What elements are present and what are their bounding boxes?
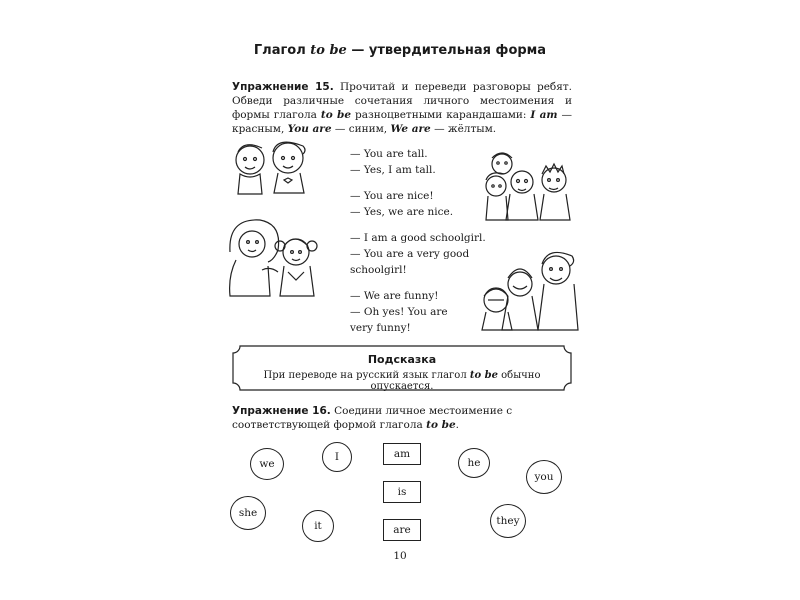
title-verb: to be — [310, 43, 347, 58]
exercise-16-label: Упражнение 16. — [232, 405, 331, 417]
exercise-15-label: Упражнение 15. — [232, 81, 334, 93]
group-illustration — [482, 150, 578, 222]
exercise-15-color-yellow: — жёлтым. — [430, 123, 497, 135]
title-suffix: — утвердительная форма — [346, 43, 547, 58]
dialog-line: — We are funny! — [350, 290, 439, 302]
page-number: 10 — [393, 550, 407, 562]
exercise-15-we-are: We are — [390, 123, 431, 135]
exercise-16-text-2: . — [455, 419, 459, 431]
dialog-4 — [350, 288, 448, 336]
dialog-line: — Yes, I am tall. — [350, 164, 436, 176]
exercise-15-verb: to be — [320, 109, 352, 121]
pronoun-she[interactable]: she — [230, 496, 266, 530]
pronoun-you[interactable]: you — [526, 460, 562, 494]
dialog-line: schoolgirl! — [350, 264, 407, 276]
title-prefix: Глагол — [253, 43, 311, 58]
boys-illustration — [226, 136, 318, 196]
dialog-line: very funny! — [350, 322, 411, 334]
exercise-15-color-red: — красным, — [232, 109, 572, 135]
verb-are[interactable]: are — [383, 519, 421, 541]
exercise-16-text-1: Соедини личное местоимение с соответствующей формой глагола — [232, 405, 513, 431]
exercise-16-instructions — [232, 404, 572, 432]
hint-text-2: обычно опускается. — [370, 370, 541, 392]
dialog-line: — Yes, we are nice. — [350, 206, 454, 218]
dialog-1 — [350, 146, 436, 178]
hint-box — [232, 345, 572, 391]
dialog-line: — Oh yes! You are — [350, 306, 448, 318]
dialog-3 — [350, 230, 486, 278]
dialog-line: — I am a good schoolgirl. — [350, 232, 486, 244]
dialog-line: — You are nice! — [350, 190, 434, 202]
girls-illustration — [222, 212, 322, 298]
hint-text — [232, 370, 572, 392]
pronoun-i[interactable]: I — [322, 442, 352, 472]
pronoun-it[interactable]: it — [302, 510, 334, 542]
verb-am[interactable]: am — [383, 443, 421, 465]
exercise-15-text-2: разноцветными карандашами: — [351, 109, 531, 121]
pronoun-they[interactable]: they — [490, 504, 526, 538]
page-title — [0, 43, 800, 58]
exercise-15-you-are: You are — [287, 123, 332, 135]
verb-is[interactable]: is — [383, 481, 421, 503]
exercise-15-instructions — [232, 80, 572, 136]
dialog-2 — [350, 188, 453, 220]
hint-verb: to be — [469, 370, 498, 381]
laughing-children-illustration — [478, 248, 582, 332]
hint-text-1: При переводе на русский язык глагол — [263, 370, 470, 381]
hint-title: Подсказка — [367, 353, 437, 366]
exercise-15-text-1: Прочитай и переведи разговоры ребят. Обведи различные сочетания личного местоимения и формы глагола — [232, 81, 573, 121]
exercise-15-i-am: I am — [530, 109, 558, 121]
exercise-16-verb: to be — [426, 419, 456, 431]
pronoun-he[interactable]: he — [458, 448, 490, 478]
dialog-line: — You are a very good — [350, 248, 470, 260]
pronoun-we[interactable]: we — [250, 448, 284, 480]
exercise-15-color-blue: — синим, — [331, 123, 391, 135]
dialog-line: — You are tall. — [350, 148, 428, 160]
